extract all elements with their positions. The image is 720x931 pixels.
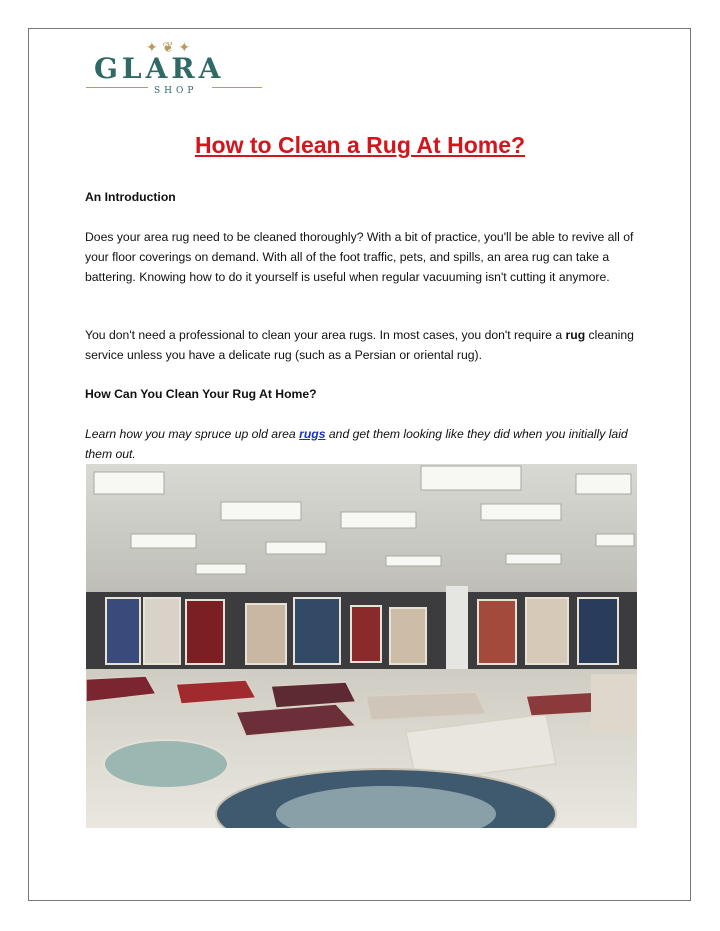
rug-showroom-photo	[86, 464, 637, 828]
section-heading: How Can You Clean Your Rug At Home?	[85, 387, 317, 401]
paragraph-learn-text-1: Learn how you may spruce up old area	[85, 427, 300, 441]
paragraph-professional-text-2: cleaning service unless you have a delicate rug (such as a Persian or oriental rug).	[85, 328, 634, 362]
logo-wordmark: GLARA	[94, 52, 225, 85]
logo-rule-left	[86, 87, 148, 88]
intro-heading: An Introduction	[85, 190, 176, 204]
paragraph-intro: Does your area rug need to be cleaned thoroughly? With a bit of practice, you'll be able to revive all of your floor coverings on demand. With all of the foot traffic, pets, and spills, an area rug can take a battering. Knowing how to do it yourself is useful when regular vacuuming isn't cutting it anymore.	[85, 230, 634, 284]
glara-shop-logo[interactable]	[86, 40, 266, 100]
rugs-link[interactable]: rugs	[299, 427, 326, 441]
paragraph-learn	[85, 424, 640, 464]
page-title: How to Clean a Rug At Home?	[194, 132, 526, 158]
paragraph-learn-text-2: and get them looking like they did when you initially laid them out.	[85, 427, 628, 461]
crown-ornament-icon: ✦ ❦ ✦	[146, 40, 191, 56]
paragraph-professional	[85, 325, 640, 365]
rug-keyword: rug	[565, 328, 586, 342]
paragraph-professional-text-1: You don't need a professional to clean your area rugs. In most cases, you don't require a	[85, 328, 566, 342]
logo-rule-right	[212, 87, 262, 88]
logo-subtitle: SHOP	[154, 86, 198, 96]
